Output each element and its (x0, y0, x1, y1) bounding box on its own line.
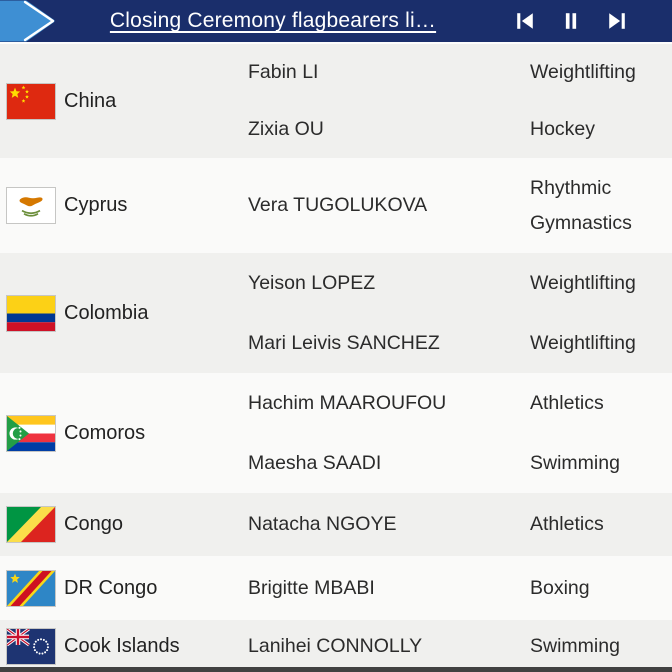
flagbearer-entry (248, 266, 672, 300)
flagbearer-entry (248, 629, 672, 663)
entries-list (248, 493, 672, 556)
page-title-link[interactable]: Closing Ceremony flagbearers li… (109, 9, 437, 32)
country-name: Congo (64, 513, 123, 535)
sport-name: Athletics (530, 391, 604, 414)
entries-list (248, 373, 672, 493)
country-cell (0, 44, 248, 158)
athlete-name: Mari Leivis SANCHEZ (248, 331, 440, 354)
bottom-letterbox-strip (0, 667, 672, 672)
flag-icon-comoros (7, 416, 55, 451)
country-row (0, 253, 672, 373)
flag-icon-cyprus (7, 188, 55, 223)
country-row (0, 158, 672, 253)
sport-name: Athletics (530, 513, 604, 536)
athlete-name: Fabin LI (248, 61, 319, 83)
country-cell (0, 158, 248, 253)
entries-list (248, 44, 672, 158)
athlete-name: Brigitte MBABI (248, 576, 375, 599)
flag-icon-congo (7, 507, 55, 542)
sport-name: Hockey (530, 118, 596, 141)
athlete-name: Zixia OU (248, 118, 324, 140)
country-row (0, 620, 672, 672)
entries-list (248, 556, 672, 620)
athlete-name: Natacha NGOYE (248, 513, 397, 535)
flagbearer-entry (248, 507, 672, 541)
sport-name: Weightlifting (530, 331, 636, 354)
flag-icon-china (7, 84, 55, 119)
country-name: Cyprus (64, 194, 128, 216)
skip-previous-button[interactable] (514, 10, 536, 32)
athlete-name: Hachim MAAROUFOU (248, 391, 447, 414)
flagbearer-entry (248, 571, 672, 605)
entries-list (248, 620, 672, 672)
flagbearers-table (0, 44, 672, 672)
skip-previous-icon (514, 10, 536, 32)
country-name: China (64, 89, 117, 112)
entries-list (248, 158, 672, 253)
pause-icon (560, 10, 582, 32)
sport-name: Swimming (530, 634, 620, 657)
flagbearer-entry (248, 171, 672, 239)
athlete-name: Yeison LOPEZ (248, 271, 376, 294)
country-cell (0, 556, 248, 620)
country-name: Colombia (64, 301, 149, 324)
country-row (0, 493, 672, 556)
country-cell (0, 373, 248, 493)
flagbearer-entry (248, 446, 672, 480)
country-row (0, 556, 672, 620)
country-row (0, 373, 672, 493)
country-row (0, 44, 672, 158)
athlete-name: Vera TUGOLUKOVA (248, 194, 428, 216)
flagbearer-entry (248, 55, 672, 89)
country-name: Cook Islands (64, 634, 180, 657)
country-cell (0, 620, 248, 672)
pause-button[interactable] (560, 10, 582, 32)
flagbearer-entry (248, 386, 672, 420)
chevron-right-icon (0, 0, 58, 42)
skip-next-button[interactable] (606, 10, 628, 32)
athlete-name: Lanihei CONNOLLY (248, 634, 423, 657)
flag-icon-colombia (7, 296, 55, 331)
sport-name: Weightlifting (530, 271, 636, 294)
header-bar (0, 0, 672, 44)
country-name: DR Congo (64, 576, 158, 599)
country-cell (0, 493, 248, 556)
country-name: Comoros (64, 421, 146, 444)
sport-name: Boxing (530, 576, 590, 599)
sport-name: Rhythmic Gymnastics (530, 177, 632, 234)
flagbearer-entry (248, 326, 672, 360)
sport-name: Swimming (530, 451, 620, 474)
country-cell (0, 253, 248, 373)
flag-icon-cook-islands (7, 629, 55, 664)
sport-name: Weightlifting (530, 61, 636, 84)
media-controls (514, 10, 628, 32)
entries-list (248, 253, 672, 373)
skip-next-icon (606, 10, 628, 32)
flagbearer-entry (248, 112, 672, 146)
flag-icon-dr-congo (7, 571, 55, 606)
athlete-name: Maesha SAADI (248, 451, 382, 474)
